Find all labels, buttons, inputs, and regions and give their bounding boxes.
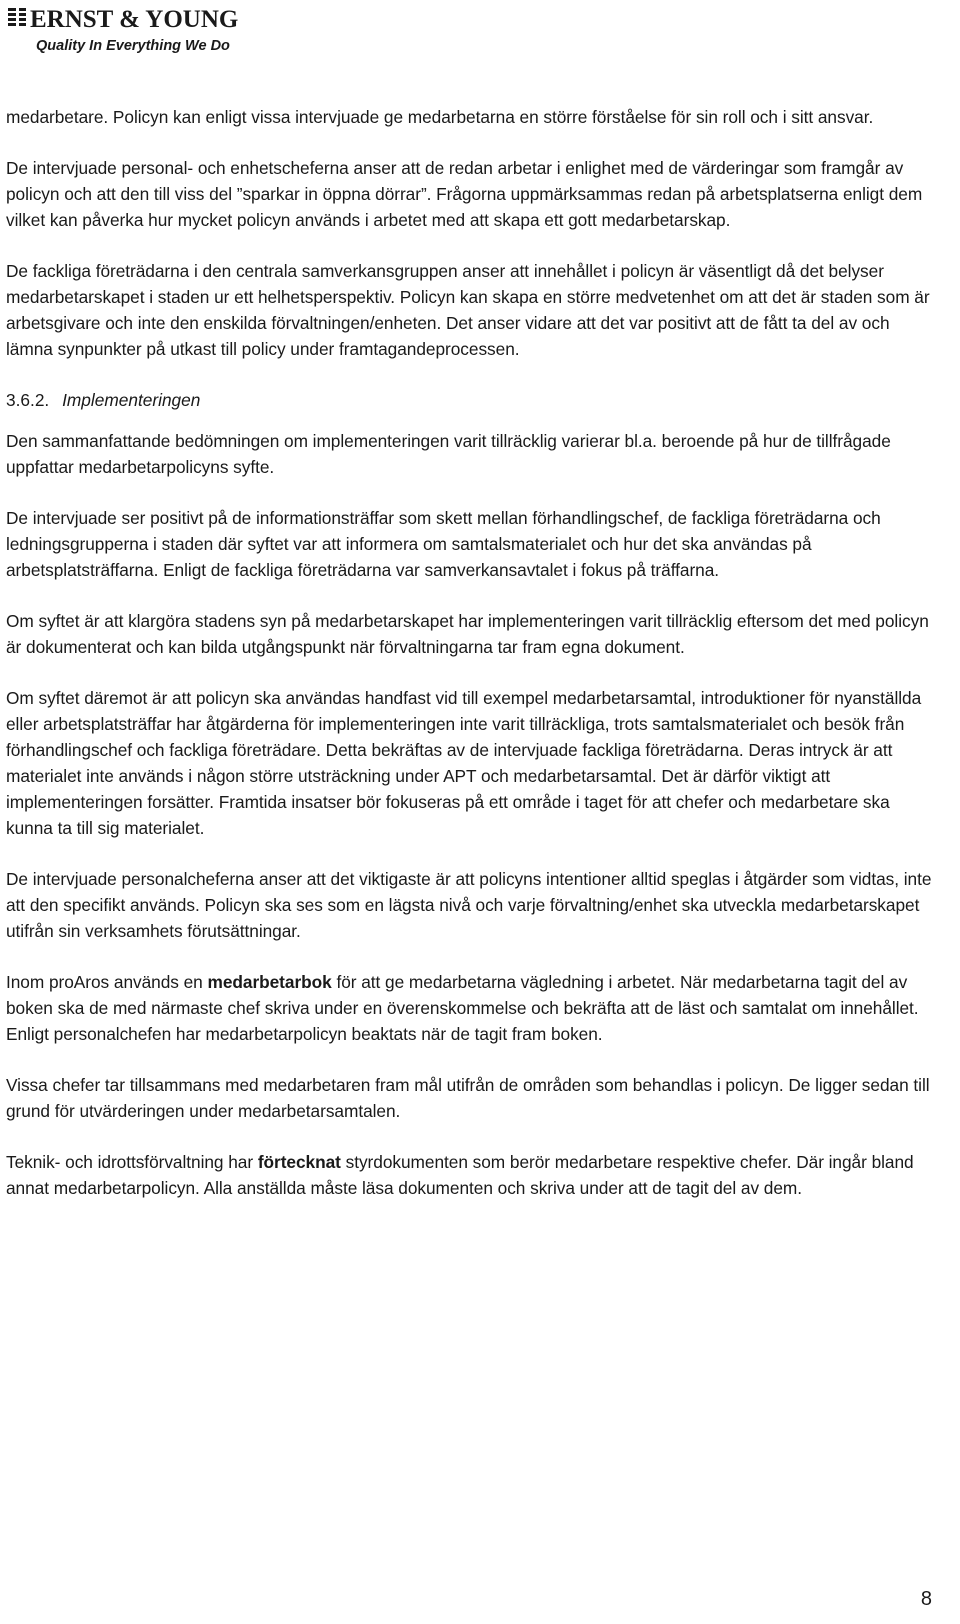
paragraph: De intervjuade personal- och enhetscheferna anser att de redan arbetar i enlighet med de värderingar som framgår av policyn och att den till viss del ”sparkar in öppna dörrar”. Frågorna uppmärksammas redan på arbetsplatserna enligt dem vilket kan påverka hur mycket policyn används i arbetet med att skapa ett gott medarbetarskap. <box>6 158 923 230</box>
emphasized-term: medarbetarbok <box>207 972 332 992</box>
section-title: Implementeringen <box>62 390 201 410</box>
company-logo <box>6 2 256 54</box>
paragraph-text: Inom proAros används en <box>6 972 208 992</box>
page-number: 8 <box>920 1588 932 1610</box>
paragraph: Om syftet däremot är att policyn ska användas handfast vid till exempel medarbetarsamtal, introduktioner för nyanställda eller arbetsplatsträffar har åtgärderna för implementeringen inte varit tillräckliga, trots samtalsmaterialet och besök från förhandlingschef och fackliga företrädare. Detta bekräftas av de intervjuade fackliga företrädarna. Deras intryck är att materialet inte används i någon större utsträckning under APT och medarbetarsamtal. Det är därför viktigt att implementeringen forsätter. Framtida insatser bör fokuseras på ett område i taget för att chefer och medarbetare ska kunna ta till sig materialet. <box>6 688 922 838</box>
paragraph-text: Teknik- och idrottsförvaltning har <box>6 1152 258 1172</box>
paragraph: medarbetare. Policyn kan enligt vissa intervjuade ge medarbetarna en större förståelse för sin roll och i sitt ansvar. <box>6 107 874 127</box>
paragraph: De intervjuade ser positivt på de informationsträffar som skett mellan förhandlingschef, de fackliga företrädarna och ledningsgrupperna i staden där syftet var att informera om samtalsmaterialet och hur det ska användas på arbetsplatsträffarna. Enligt de fackliga företrädarna var samverkansavtalet i fokus på träffarna. <box>6 508 881 580</box>
document-body <box>6 104 934 1226</box>
paragraph-with-emphasis <box>6 969 934 1047</box>
paragraph: De intervjuade personalcheferna anser att det viktigaste är att policyns intentioner alltid speglas i åtgärder som vidtas, inte att den specifikt används. Policyn ska ses som en lägsta nivå och varje förvaltning/enhet ska utveckla medarbetarskapet utifrån sin verksamhets förutsättningar. <box>6 869 932 941</box>
paragraph: De fackliga företrädarna i den centrala samverkansgruppen anser att innehållet i policyn är väsentligt då det belyser medarbetarskapet i staden ur ett helhetsperspektiv. Policyn kan skapa en större medvetenhet om att det är staden som är arbetsgivare och inte den enskilda förvaltningen/enheten. Det anser vidare att det var positivt att de fått ta del av och lämna synpunkter på utkast till policy under framtagandeprocessen. <box>6 261 930 359</box>
paragraph: Om syftet är att klargöra stadens syn på medarbetarskapet har implementeringen varit tillräcklig eftersom det med policyn är dokumenterat och kan bilda utgångspunkt när förvaltningarna tar fram egna dokument. <box>6 611 929 657</box>
ernst-young-logo-mark <box>6 2 256 54</box>
paragraph: Vissa chefer tar tillsammans med medarbetaren fram mål utifrån de områden som behandlas i policyn. De ligger sedan till grund för utvärderingen under medarbetarsamtalen. <box>6 1075 930 1121</box>
paragraph: Den sammanfattande bedömningen om implementeringen varit tillräcklig varierar bl.a. beroende på hur de tillfrågade uppfattar medarbetarpolicyns syfte. <box>6 431 891 477</box>
paragraph-text: styrdokumenten som berör medarbetare respektive chefer. Där ingår bland annat medarbetarpolicyn. Alla anställda måste läsa dokumenten och skriva under att de tagit del av dem. <box>6 1152 914 1198</box>
logo-tagline: Quality In Everything We Do <box>36 38 230 54</box>
emphasized-term: förtecknat <box>257 1152 341 1172</box>
logo-wordmark: ERNST & YOUNG <box>30 6 239 33</box>
paragraph-text: för att ge medarbetarna vägledning i arbetet. När medarbetarna tagit del av boken ska de med närmaste chef skriva under en överenskommelse och bekräfta att de läst och samtalat om innehållet. Enligt personalchefen har medarbetarpolicyn beaktats när de tagit fram boken. <box>6 972 919 1044</box>
section-heading <box>6 387 934 413</box>
section-number: 3.6.2. <box>6 390 50 410</box>
paragraph-with-emphasis <box>6 1149 934 1201</box>
